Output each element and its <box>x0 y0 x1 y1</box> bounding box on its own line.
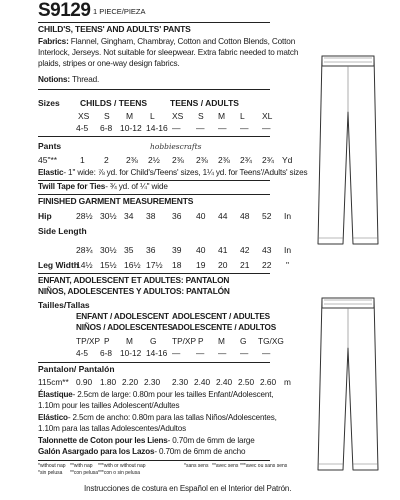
pantalon-value: 2.30 <box>172 377 189 387</box>
pantalon-label: Pantalon/ Pantalón <box>38 364 115 374</box>
elastique-text-1: - 2.5cm de large: 0.80m pour les tailles Enfant/Adolescent, <box>72 390 274 399</box>
fr-size-range: 4-5 <box>76 348 88 358</box>
fr-size-code: TP/XP <box>172 336 196 346</box>
finished-heading: FINISHED GARMENT MEASUREMENTS <box>38 196 194 206</box>
elastico-text-2: 1.10m para las tallas Adolescentes/Adultos <box>38 424 187 433</box>
talonnette-text: - 0.70m de 6mm de large <box>167 436 255 445</box>
pantalon-row <box>0 377 320 389</box>
elastic-label: Elastic <box>38 168 64 177</box>
fr-size-code: G <box>240 336 247 346</box>
spanish-instructions: Instrucciones de costura en Español en el Interior del Patrón. <box>84 484 292 493</box>
hip-value: 34 <box>124 211 134 221</box>
pantalon-unit: m <box>284 377 291 387</box>
galon-text: - 0.70m de 6mm de ancho <box>154 447 246 456</box>
notions-label: Notions: <box>38 75 70 84</box>
side-length-label: Side Length <box>38 226 87 236</box>
notions-rule <box>38 89 270 90</box>
leg-width-value: 14½ <box>76 260 93 270</box>
fr-size-range: 10-12 <box>120 348 142 358</box>
leg-width-value: 18 <box>172 260 182 270</box>
elastico-text-1: - 2.5cm de ancho: 0.80m para las tallas Niños/Adolescentes, <box>67 413 277 422</box>
pantalon-value: 2.20 <box>122 377 139 387</box>
galon-rule <box>38 460 270 461</box>
tailles-label: Tailles/Tallas <box>38 300 90 310</box>
fr-size-code: P <box>104 336 110 346</box>
fabrics-text-3: plaids, stripes or one-way design fabrics. <box>38 59 180 68</box>
leg-width-value: 15½ <box>100 260 117 270</box>
hip-value: 52 <box>262 211 272 221</box>
side-length-unit: In <box>284 245 292 255</box>
twill-rule <box>38 194 270 195</box>
side-length-row <box>0 245 320 257</box>
yardage-value: 1 <box>80 155 85 165</box>
fr-size-code: TG/XG <box>258 336 284 346</box>
pants-illustration-front <box>308 44 388 254</box>
fabrics-line-1 <box>38 37 295 46</box>
elastico-line-1 <box>38 413 277 422</box>
elastic-line <box>38 168 307 177</box>
es-group-child: NIÑOS / ADOLESCENTES <box>76 323 173 332</box>
notions-text: Thread. <box>70 75 100 84</box>
footnote: ***con o sin pelusa <box>98 470 140 476</box>
side-length-value: 28¾ <box>76 245 93 255</box>
fr-size-range: — <box>218 348 227 358</box>
fr-size-range: — <box>240 348 249 358</box>
footnote: *without nap <box>38 463 66 469</box>
size-code: S <box>104 111 110 121</box>
hip-value: 36 <box>172 211 182 221</box>
pants-yardage-row <box>0 155 320 167</box>
hip-value: 28½ <box>76 211 93 221</box>
hip-value: 44 <box>218 211 228 221</box>
yardage-value: 2¾ <box>262 155 274 165</box>
footnote: **con pelusa <box>70 470 99 476</box>
finished-rule <box>38 273 270 274</box>
side-length-value: 42 <box>240 245 250 255</box>
size-range: — <box>240 123 249 133</box>
sizes-label: Sizes <box>38 98 60 108</box>
leg-width-value: 19 <box>196 260 206 270</box>
side-length-value: 35 <box>124 245 134 255</box>
elastique-line-1 <box>38 390 273 399</box>
footnote: ***avec ou sans sens <box>240 463 288 469</box>
size-range: 4-5 <box>76 123 89 133</box>
yardage-value: 2⅜ <box>218 155 230 165</box>
side-length-value: 40 <box>196 245 206 255</box>
size-code: S <box>198 111 204 121</box>
size-code: M <box>126 111 134 121</box>
elastique-label: Élastique <box>38 390 73 399</box>
footnote: *sin pelusa <box>38 470 63 476</box>
footnote: ***with or without nap <box>98 463 146 469</box>
hip-label: Hip <box>38 211 52 221</box>
yardage-value: 2½ <box>148 155 160 165</box>
size-codes-row <box>0 111 300 123</box>
piece-count: 1 PIECE/PIEZA <box>93 7 146 16</box>
galon-label: Galón Asargado para los Lazos <box>38 447 155 456</box>
pantalon-value: 2.30 <box>144 377 161 387</box>
pantalon-value: 1.80 <box>100 377 117 387</box>
pattern-number: S9129 <box>38 0 91 21</box>
fr-size-code: M <box>218 336 225 346</box>
size-code: XL <box>262 111 273 121</box>
hip-row <box>0 211 320 223</box>
size-code: XS <box>172 111 184 121</box>
yardage-value: 2⅜ <box>172 155 184 165</box>
fr-size-codes-row <box>0 336 300 348</box>
yardage-value: 2¾ <box>240 155 252 165</box>
fr-group-adult: ADOLESCENT / ADULTES <box>172 312 270 321</box>
notions-line <box>38 75 99 84</box>
french-title: ENFANT, ADOLESCENT ET ADULTES: PANTALON <box>38 275 230 285</box>
talonnette-label: Talonnette de Coton pour les Liens <box>38 436 168 445</box>
fr-size-range: — <box>196 348 205 358</box>
pantalon-value: 2.40 <box>194 377 211 387</box>
sizes-rule <box>38 136 270 137</box>
fr-size-range: — <box>262 348 271 358</box>
size-range: 6-8 <box>100 123 113 133</box>
footnote: *sans sens <box>184 463 209 469</box>
leg-width-value: 22 <box>262 260 272 270</box>
pants-fabric-width: 45"** <box>38 155 58 165</box>
leg-width-value: 17½ <box>146 260 163 270</box>
size-range: 10-12 <box>120 123 142 133</box>
fr-size-range: 6-8 <box>100 348 112 358</box>
fabrics-text-2: Interlock, Jerseys. Not suitable for sleepwear. Extra fabric needed to match <box>38 48 299 57</box>
side-length-value: 36 <box>146 245 156 255</box>
yardage-unit: Yd <box>282 155 293 165</box>
header-rule <box>38 22 270 23</box>
talonnette-line <box>38 436 255 445</box>
side-length-value: 39 <box>172 245 182 255</box>
size-code: L <box>150 111 155 121</box>
yardage-value: 2⅜ <box>196 155 208 165</box>
twill-label: Twill Tape for Ties <box>38 182 106 191</box>
watermark-text: hobbiescrafts <box>150 142 202 151</box>
hip-unit: In <box>284 211 292 221</box>
fabrics-text-1: Flannel, Gingham, Chambray, Cotton and Cotton Blends, Cotton <box>68 37 296 46</box>
hip-value: 30½ <box>100 211 117 221</box>
side-length-value: 41 <box>218 245 228 255</box>
side-length-value: 43 <box>262 245 272 255</box>
twill-line <box>38 182 168 191</box>
galon-line <box>38 447 245 456</box>
size-range: 14-16 <box>146 123 168 133</box>
size-range: — <box>262 123 271 133</box>
size-range: — <box>196 123 205 133</box>
hip-value: 48 <box>240 211 250 221</box>
sizes-group-child: CHILDS / TEENS <box>80 98 148 108</box>
pants-label: Pants <box>38 141 62 151</box>
yardage-value: 2⅜ <box>126 155 138 165</box>
fr-size-code: P <box>198 336 204 346</box>
size-range: — <box>218 123 227 133</box>
fr-sizes-rule <box>38 362 270 363</box>
pantalon-value: 0.90 <box>76 377 93 387</box>
pants-illustration-back <box>308 288 388 478</box>
elastico-label: Elástico <box>38 413 68 422</box>
pantalon-value: 2.50 <box>238 377 255 387</box>
leg-width-value: 16½ <box>124 260 141 270</box>
footnote: **with nap <box>70 463 93 469</box>
sizes-group-adult: TEENS / ADULTS <box>170 98 239 108</box>
es-group-adult: ADOLESCENTE / ADULTOS <box>172 323 277 332</box>
pattern-title: CHILD'S, TEENS' AND ADULTS' PANTS <box>38 24 191 34</box>
leg-width-label: Leg Width <box>38 260 79 270</box>
fabrics-label: Fabrics: <box>38 37 69 46</box>
yardage-value: 2 <box>104 155 109 165</box>
fr-size-code: M <box>126 336 133 346</box>
pantalon-value: 2.60 <box>260 377 277 387</box>
fr-size-range: 14-16 <box>146 348 168 358</box>
size-code: XS <box>78 111 90 121</box>
elastic-rule <box>38 180 270 181</box>
footnotes-row-2 <box>0 470 320 479</box>
elastique-text-2: 1.10m pour les tailles Adolescent/Adultes <box>38 401 180 410</box>
spanish-title: NIÑOS, ADOLESCENTES Y ADULTOS: PANTALÓN <box>38 286 230 296</box>
size-code: M <box>218 111 226 121</box>
leg-width-unit: " <box>286 260 290 270</box>
size-code: L <box>240 111 245 121</box>
hip-value: 40 <box>196 211 206 221</box>
side-length-value: 30½ <box>100 245 117 255</box>
hip-value: 38 <box>146 211 156 221</box>
twill-text: - ¾ yd. of ¼" wide <box>105 182 168 191</box>
fr-size-range: — <box>172 348 181 358</box>
pantalon-value: 2.40 <box>216 377 233 387</box>
footnote: **avec sens <box>212 463 239 469</box>
size-range: — <box>172 123 181 133</box>
leg-width-value: 21 <box>240 260 250 270</box>
leg-width-row <box>0 260 320 272</box>
fr-size-ranges-row <box>0 348 300 360</box>
fr-size-code: G <box>150 336 157 346</box>
size-ranges-row <box>0 123 300 135</box>
fr-group-child: ENFANT / ADOLESCENT <box>76 312 169 321</box>
fr-size-code: TP/XP <box>76 336 100 346</box>
leg-width-value: 20 <box>218 260 228 270</box>
elastic-text: - 1" wide: ⅞ yd. for Child's/Teens' sizes, 1¼ yd. for Teens'/Adults' sizes <box>63 168 308 177</box>
pantalon-fabric-width: 115cm** <box>38 377 69 387</box>
